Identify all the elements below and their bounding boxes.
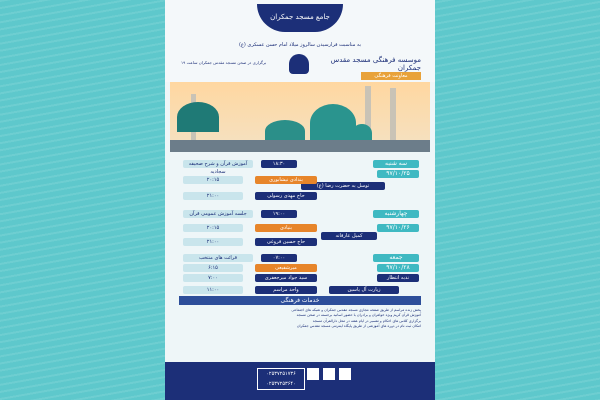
- day-label: چهارشنبه: [373, 210, 419, 218]
- session-title: آموزش قرآن و شرح صحیفه سجادیه: [183, 160, 253, 168]
- ground: [170, 140, 430, 152]
- session-time: ۱۹:۰۰: [261, 210, 297, 218]
- mosque-photo: [170, 82, 430, 152]
- item-time: ۲۱:۰۰: [183, 238, 243, 246]
- day-label: جمعه: [373, 254, 419, 262]
- minaret: [390, 88, 396, 142]
- item-name: میرشفیعی: [255, 264, 317, 272]
- session-title: جلسه آموزش عمومی قرآن: [183, 210, 253, 218]
- brand-sub: معاونت فرهنگی: [361, 72, 421, 80]
- dome: [265, 120, 305, 142]
- program-day-3: [179, 254, 421, 296]
- address-text: برگزاری در صحن مسجد مقدس جمکران ساعت ۱۹: [181, 60, 267, 65]
- item-time: ۲۰:۱۵: [183, 176, 243, 184]
- item-name: بنیادی: [255, 224, 317, 232]
- speaker: کمیل عارفانه: [321, 232, 377, 240]
- qr-code-icon: [307, 368, 319, 380]
- dome: [177, 102, 219, 132]
- item-name: واحد مراسم: [255, 286, 317, 294]
- program-day-2: [179, 210, 421, 250]
- item-time: ۲۱:۰۰: [183, 192, 243, 200]
- item-name: حاج حسین فروغی: [255, 238, 317, 246]
- qr-code-icon: [323, 368, 335, 380]
- item-name: بندادی نیشابوری: [255, 176, 317, 184]
- note-line: برگزاری کلاس های احکام و تفسیر در ایام هفته در محل دارالقرآن مسجد: [312, 318, 421, 323]
- date-label: ۹۷/۱۰/۲۵: [377, 170, 419, 178]
- date-label: ۹۷/۱۰/۲۸: [377, 264, 419, 272]
- session-time: ۱۸:۳۰: [261, 160, 297, 168]
- note-line: امکان ثبت نام در دوره های آموزشی از طریق پایگاه اینترنتی مسجد مقدس جمکران: [296, 324, 421, 329]
- note-line: آموزش قرآن کریم ویژه خواهران و برادران با حضور اساتید برجسته در صحن مسجد: [296, 313, 421, 318]
- mosque-logo: [257, 4, 343, 32]
- speaker: ندبه انتظار: [377, 274, 419, 282]
- program-day-1: [179, 160, 421, 210]
- date-label: ۹۷/۱۰/۲۶: [377, 224, 419, 232]
- services-title: خدمات فرهنگی: [179, 296, 421, 305]
- header-subline: به مناسبت فرارسیدن سالروز میلاد امام حسن عسکری (ع): [238, 42, 362, 48]
- item-time: ۷:۰۰: [183, 274, 243, 282]
- event-poster: [165, 0, 435, 400]
- item-time: ۱۱:۰۰: [183, 286, 243, 294]
- poster-header: [165, 0, 435, 82]
- extra-item: زیارت آل یاسین: [329, 286, 399, 294]
- session-title: قرائت های منتخب: [183, 254, 253, 262]
- services-notes: [179, 308, 421, 330]
- phone-number: ۰۲۵۳۷۲۵۱۷۳۶: [266, 371, 296, 377]
- qr-code-icon: [339, 368, 351, 380]
- day-label: سه شنبه: [373, 160, 419, 168]
- note-line: پخش زنده مراسم از طریق صفحه مجازی مسجد مقدس جمکران و شبکه های اجتماعی: [291, 308, 421, 312]
- session-time: ۰۷:۰۰: [261, 254, 297, 262]
- item-name: حاج مهدی رسولی: [255, 192, 317, 200]
- brand-text: موسسه فرهنگی مسجد مقدس جمکران: [330, 56, 421, 72]
- phone-number: ۰۲۵۳۷۲۵۳۶۴۰: [266, 381, 296, 387]
- dome: [310, 104, 356, 142]
- dome-icon: [289, 54, 309, 74]
- item-time: ۶:۱۵: [183, 264, 243, 272]
- item-name: سید جواد میرجعفری: [255, 274, 317, 282]
- item-time: ۲۰:۱۵: [183, 224, 243, 232]
- phone-box: [257, 368, 305, 390]
- logo-text: جامع مسجد جمکران: [270, 13, 330, 21]
- speaker: توسل به حضرت رضا (ع): [301, 182, 385, 190]
